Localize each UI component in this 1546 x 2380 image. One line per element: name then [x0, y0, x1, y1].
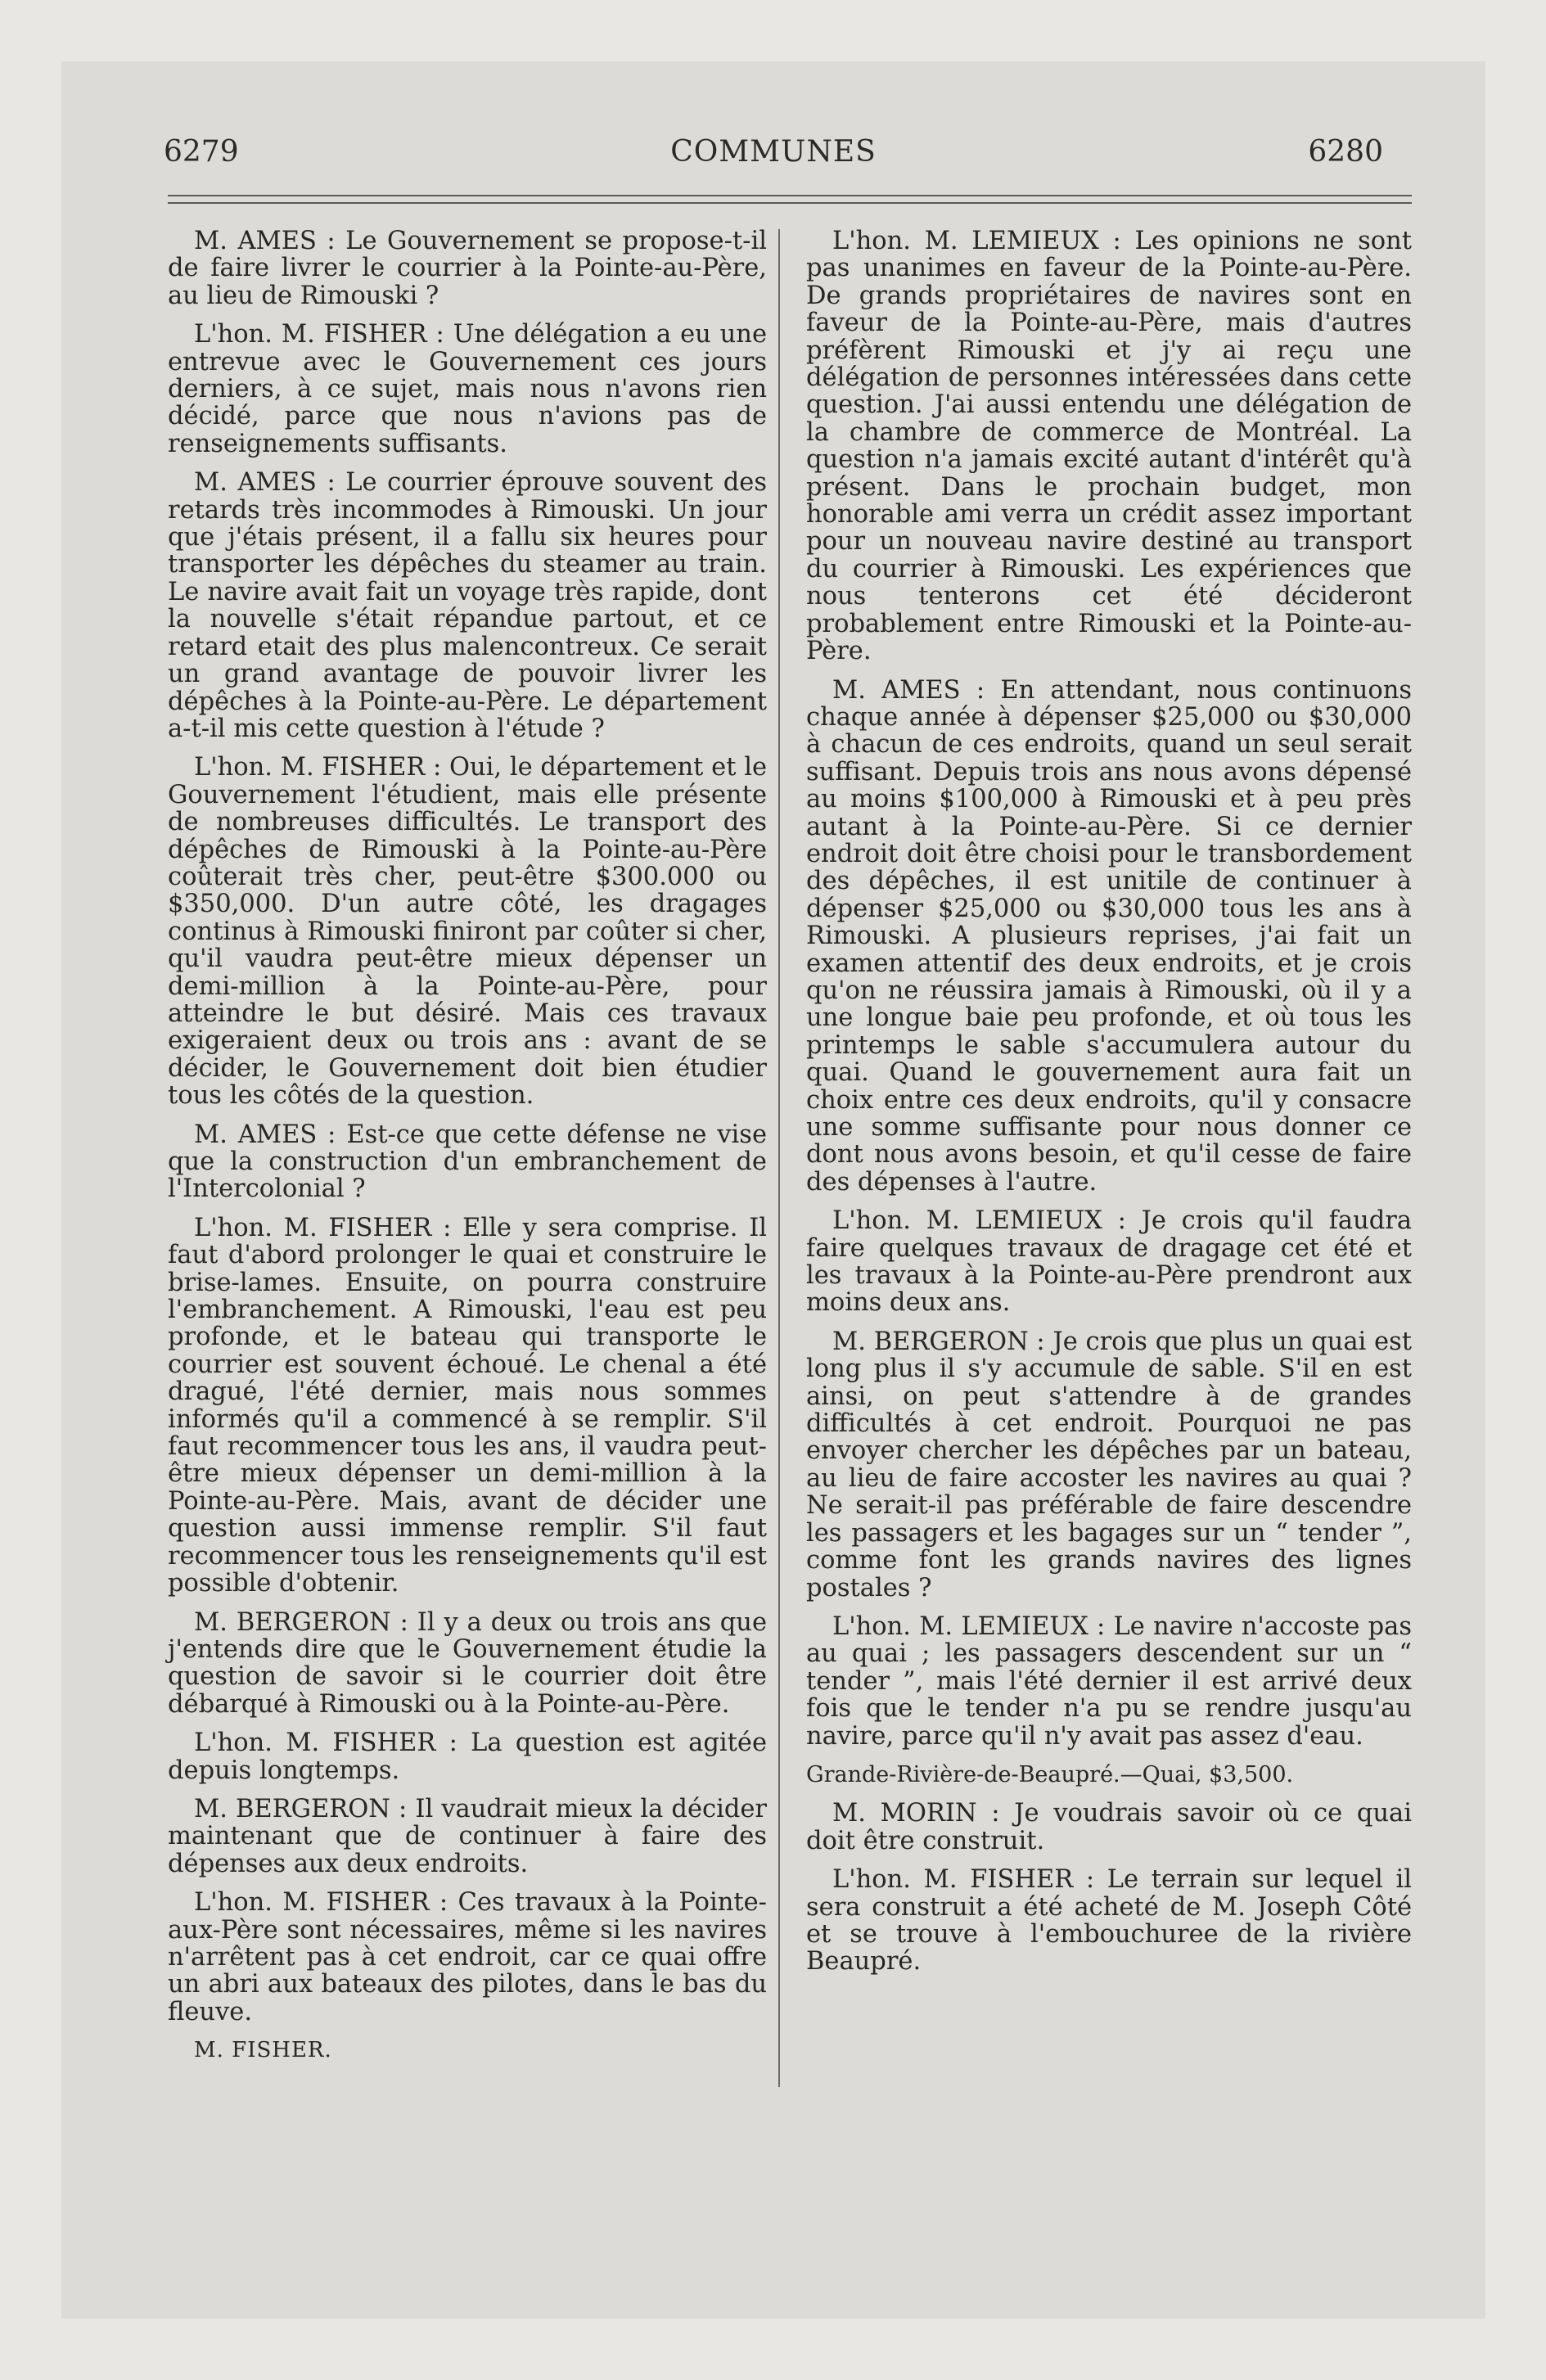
budget-item: Grande-Rivière-de-Beaupré.—Quai, $3,500. [806, 1761, 1294, 1787]
right-column [806, 228, 1412, 1987]
paragraph: M. AMES : En attendant, nous continuons chaque année à dépenser $25,000 ou $30,000 à chacun de ces endroits, quand un seul serait suffisant. Depuis trois ans nous avons dépensé au moins $100,000 à Rimouski et à peu près autant à la Pointe-au-Père. Si ce dernier endroit doit être choisi pour le transbordement des dépêches, il est unitile de continuer à dépenser $25,000 ou $30,000 tous les ans à Rimouski. A plusieurs reprises, j'ai fait un examen attentif des deux endroits, et je crois qu'on ne réussira jamais à Rimouski, où il y a une longue baie peu profonde, et où tous les printemps le sable s'accumulera autour du quai. Quand le gouvernement aura fait un choix entre ces deux endroits, qu'il y consacre une somme suffisante pour nous donner ce dont nous avons besoin, et qu'il cesse de faire des dépenses à l'autre. [806, 675, 1412, 1197]
paragraph: M. BERGERON : Il vaudrait mieux la décider maintenant que de continuer à faire des dépenses aux deux endroits. [168, 1794, 767, 1878]
page-header [164, 135, 1383, 176]
page-title: COMMUNES [670, 135, 877, 169]
paragraph: M. BERGERON : Il y a deux ou trois ans que j'entends dire que le Gouvernement étudie la question de savoir si le courrier doit être débarqué à Rimouski ou à la Pointe-au-Père. [168, 1607, 767, 1719]
left-page-number: 6279 [164, 135, 239, 169]
header-rule-top [168, 195, 1412, 196]
paragraph: L'hon. M. FISHER : Elle y sera comprise. Il faut d'abord prolonger le quai et construire le brise-lames. Ensuite, on pourra construire l'embranchement. A Rimouski, l'eau est peu profonde, et le bateau qui transporte le courrier est souvent échoué. Le chenal a été dragué, l'été dernier, mais nous sommes informés qu'il a commencé à se remplir. S'il faut recommencer tous les ans, il vaudra peut-être mieux dépenser un demi-million à la Pointe-au-Père. Mais, avant de décider une question aussi immense remplir. S'il faut recommencer tous les renseignements qu'il est possible d'obtenir. [168, 1213, 767, 1598]
paragraph: L'hon. M. FISHER : Une délégation a eu une entrevue avec le Gouvernement ces jours derniers, à ce sujet, mais nous n'avons rien décidé, parce que nous n'avions pas de renseignements suffisants. [168, 320, 767, 458]
paragraph: L'hon. M. LEMIEUX : Les opinions ne sont pas unanimes en faveur de la Pointe-au-Père. De grands propriétaires de navires sont en faveur de la Pointe-au-Père, mais d'autres préfèrent Rimouski et j'y ai reçu une délégation de personnes intéressées dans cette question. J'ai aussi entendu une délégation de la chambre de commerce de Montréal. La question n'a jamais excité autant d'intérêt qu'à présent. Dans le prochain budget, mon honorable ami verra un crédit assez important pour un nouveau navire destiné au transport du courrier à Rimouski. Les expériences que nous tenterons cet été décideront probablement entre Rimouski et la Pointe-au-Père. [806, 227, 1412, 666]
paragraph: L'hon. M. LEMIEUX : Je crois qu'il faudra faire quelques travaux de dragage cet été et les travaux à la Pointe-au-Père prendront aux moins deux ans. [806, 1206, 1412, 1318]
paragraph: L'hon. M. FISHER : Ces travaux à la Pointe-aux-Père sont nécessaires, même si les navires n'arrêtent pas à cet endroit, car ce quai offre un abri aux bateaux des pilotes, dans le bas du fleuve. [168, 1888, 767, 2026]
paragraph: M. BERGERON : Je crois que plus un quai est long plus il s'y accumule de sable. S'il en est ainsi, on peut s'attendre à de grandes difficultés à cet endroit. Pourquoi ne pas envoyer chercher les dépêches par un bateau, au lieu de faire accoster les navires au quai ? Ne serait-il pas préférable de faire descendre les passagers et les bagages sur un “ tender ”, comme font les grands navires des lignes postales ? [806, 1327, 1412, 1602]
paragraph: L'hon. M. LEMIEUX : Le navire n'accoste pas au quai ; les passagers descendent sur un “ tender ”, mais l'été dernier il est arrivé deux fois que le tender n'a pu se rendre jusqu'au navire, parce qu'il n'y avait pas assez d'eau. [806, 1611, 1412, 1751]
paragraph: L'hon. M. FISHER : Oui, le département et le Gouvernement l'étudient, mais elle présente de nombreuses difficultés. Le transport des dépêches de Rimouski à la Pointe-au-Père coûterait très cher, peut-être $300.000 ou $350,000. D'un autre côté, les dragages continus à Rimouski finiront par coûter si cher, qu'il vaudra peut-être mieux dépenser un demi-million à la Pointe-au-Père, pour atteindre le but désiré. Mais ces travaux exigeraient deux ou trois ans : avant de se décider, le Gouvernement doit bien étudier tous les côtés de la question. [168, 753, 767, 1111]
left-column [168, 228, 767, 2076]
paragraph: M. AMES : Est-ce que cette défense ne vise que la construction d'un embranchement de l'Intercolonial ? [168, 1120, 767, 1204]
paragraph: L'hon. M. FISHER : Le terrain sur lequel il sera construit a été acheté de M. Joseph Côté et se trouve à l'embouchuree de la rivière Beaupré. [806, 1865, 1412, 1977]
paragraph: M. MORIN : Je voudrais savoir où ce quai doit être construit. [806, 1799, 1412, 1855]
paragraph: L'hon. M. FISHER : La question est agitée depuis longtemps. [168, 1729, 767, 1785]
column-divider [778, 229, 780, 2087]
header-rule-bottom [168, 202, 1412, 204]
signature-line: M. FISHER. [194, 2038, 332, 2063]
paragraph: M. AMES : Le Gouvernement se propose-t-il de faire livrer le courrier à la Pointe-au-Père, au lieu de Rimouski ? [168, 227, 767, 310]
paragraph: M. AMES : Le courrier éprouve souvent des retards très incommodes à Rimouski. Un jour que j'étais présent, il a fallu six heures pour transporter les dépêches du steamer au train. Le navire avait fait un voyage très rapide, dont la nouvelle s'était répandue partout, et ce retard etait des plus malencontreux. Ce serait un grand avantage de pouvoir livrer les dépêches à la Pointe-au-Père. Le département a-t-il mis cette question à l'étude ? [168, 468, 767, 743]
right-page-number: 6280 [1308, 135, 1383, 169]
